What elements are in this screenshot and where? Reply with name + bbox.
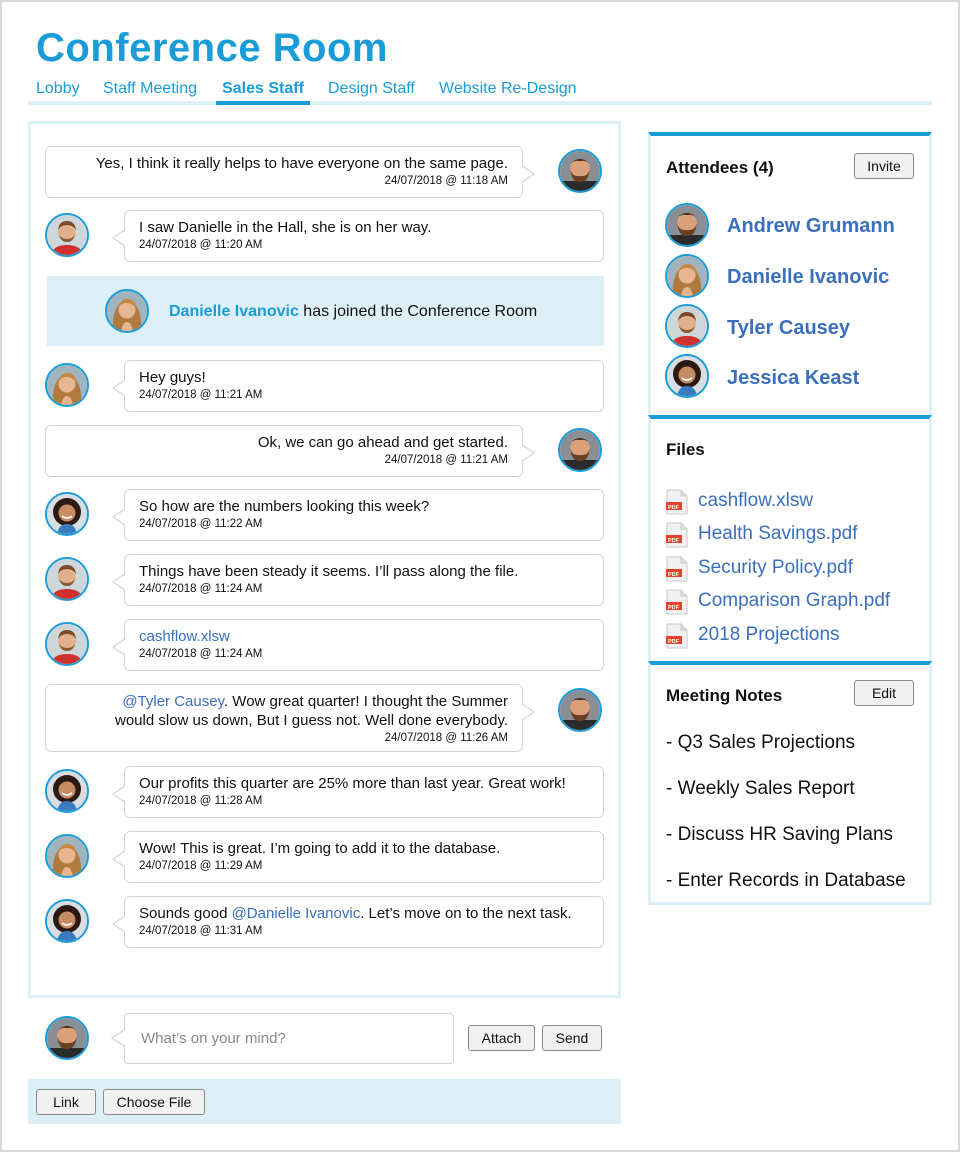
- man-red-shirt-icon: [45, 557, 89, 601]
- file-name[interactable]: cashflow.xlsw: [698, 490, 814, 511]
- attendee-name[interactable]: Andrew Grumann: [727, 215, 895, 237]
- attendee-name[interactable]: Jessica Keast: [727, 367, 860, 389]
- message-text: Hey guys!: [139, 369, 206, 386]
- tab-design-staff[interactable]: Design Staff: [328, 80, 415, 97]
- files-title: Files: [666, 440, 705, 459]
- pdf-icon: [666, 556, 688, 582]
- send-button[interactable]: Send: [542, 1025, 602, 1051]
- note-item: - Q3 Sales Projections: [666, 732, 856, 753]
- chat-message: [45, 684, 523, 752]
- message-text: Things have been steady it seems. I’ll pass along the file.: [139, 563, 519, 580]
- file-name[interactable]: Comparison Graph.pdf: [698, 590, 891, 611]
- attendee-name[interactable]: Danielle Ivanovic: [727, 266, 890, 288]
- files-panel: [648, 415, 932, 665]
- message-timestamp: 24/07/2018 @ 11:21 AM: [139, 389, 263, 401]
- tab-lobby[interactable]: Lobby: [36, 80, 80, 97]
- message-timestamp: 24/07/2018 @ 11:29 AM: [139, 860, 263, 872]
- message-text: So how are the numbers looking this week?: [139, 498, 430, 515]
- message-timestamp: 24/07/2018 @ 11:26 AM: [384, 732, 508, 744]
- chat-message: [124, 831, 604, 883]
- man-red-shirt-icon: [45, 213, 89, 257]
- tab-website-redesign[interactable]: Website Re-Design: [439, 80, 577, 97]
- message-text: Sounds good: [139, 905, 232, 922]
- message-timestamp: 24/07/2018 @ 11:18 AM: [384, 175, 508, 187]
- woman-curly-icon: [665, 354, 709, 398]
- attendees-title: Attendees (4): [666, 158, 774, 177]
- man-beard-icon: [558, 688, 602, 732]
- attendees-panel: [648, 132, 932, 418]
- message-timestamp: 24/07/2018 @ 11:31 AM: [139, 925, 263, 937]
- attendee-name[interactable]: Tyler Causey: [727, 317, 851, 339]
- file-name[interactable]: 2018 Projections: [698, 624, 840, 645]
- file-link[interactable]: cashflow.xlsw: [139, 628, 230, 645]
- pdf-icon-label: PDF: [668, 538, 679, 544]
- chat-message: [45, 146, 523, 198]
- mention-link[interactable]: @Danielle Ivanovic: [231, 905, 361, 922]
- message-timestamp: 24/07/2018 @ 11:21 AM: [384, 454, 508, 466]
- tab-sales-staff[interactable]: Sales Staff: [216, 78, 310, 105]
- message-timestamp: 24/07/2018 @ 11:28 AM: [139, 795, 263, 807]
- woman-blonde-icon: [45, 834, 89, 878]
- pdf-icon-label: PDF: [668, 605, 679, 611]
- attachment-bar: [28, 1079, 621, 1124]
- mention-link[interactable]: @Tyler Causey: [122, 693, 224, 710]
- joined-user-name[interactable]: Danielle Ivanovic: [169, 303, 299, 320]
- man-beard-icon: [665, 203, 709, 247]
- message-text: Yes, I think it really helps to have everyone on the same page.: [95, 155, 508, 172]
- chat-message: [124, 489, 604, 541]
- woman-curly-icon: [45, 492, 89, 536]
- pdf-icon-label: PDF: [668, 572, 679, 578]
- message-text: Our profits this quarter are 25% more than last year. Great work!: [139, 775, 566, 792]
- join-notice-suffix: has joined the Conference Room: [298, 303, 538, 320]
- woman-blonde-icon: [105, 289, 149, 333]
- file-name[interactable]: Health Savings.pdf: [698, 523, 858, 544]
- notes-title: Meeting Notes: [666, 686, 783, 705]
- message-timestamp: 24/07/2018 @ 11:20 AM: [139, 239, 263, 251]
- pdf-icon: [666, 522, 688, 548]
- message-text: Wow! This is great. I’m going to add it to the database.: [139, 840, 501, 857]
- composer-tail: [113, 1030, 125, 1046]
- note-item: - Discuss HR Saving Plans: [666, 824, 894, 845]
- choose-file-button[interactable]: Choose File: [103, 1089, 205, 1115]
- attach-button[interactable]: Attach: [468, 1025, 535, 1051]
- chat-message: [124, 619, 604, 671]
- tab-bar: [28, 78, 932, 105]
- page-title: Conference Room: [36, 26, 388, 70]
- file-name[interactable]: Security Policy.pdf: [698, 557, 853, 578]
- join-notice-text: [169, 303, 537, 321]
- message-text: I saw Danielle in the Hall, she is on her way.: [139, 219, 432, 236]
- message-timestamp: 24/07/2018 @ 11:22 AM: [139, 518, 263, 530]
- chat-message: [124, 210, 604, 262]
- man-beard-icon: [558, 149, 602, 193]
- note-item: - Enter Records in Database: [666, 870, 906, 891]
- meeting-notes-panel: [648, 661, 932, 905]
- pdf-icon: [666, 623, 688, 649]
- pdf-icon: [666, 589, 688, 615]
- man-beard-icon: [558, 428, 602, 472]
- message-text: Ok, we can go ahead and get started.: [257, 434, 508, 451]
- join-notice: [47, 276, 604, 346]
- link-button[interactable]: Link: [36, 1089, 96, 1115]
- message-text: . Let’s move on to the next task.: [360, 905, 572, 922]
- woman-curly-icon: [45, 769, 89, 813]
- edit-notes-button[interactable]: Edit: [854, 680, 914, 706]
- man-red-shirt-icon: [45, 622, 89, 666]
- pdf-icon: [666, 489, 688, 515]
- note-item: - Weekly Sales Report: [666, 778, 855, 799]
- man-beard-icon: [45, 1016, 89, 1060]
- man-red-shirt-icon: [665, 304, 709, 348]
- chat-panel[interactable]: [28, 121, 621, 998]
- message-timestamp: 24/07/2018 @ 11:24 AM: [139, 648, 263, 660]
- message-text: would slow us down, But I guess not. Well done everybody.: [115, 712, 508, 729]
- pdf-icon-label: PDF: [668, 505, 679, 511]
- woman-curly-icon: [45, 899, 89, 943]
- chat-message: [124, 554, 604, 606]
- chat-message: [124, 360, 604, 412]
- chat-message: [124, 766, 604, 818]
- message-timestamp: 24/07/2018 @ 11:24 AM: [139, 583, 263, 595]
- woman-blonde-icon: [665, 254, 709, 298]
- tab-staff-meeting[interactable]: Staff Meeting: [103, 80, 197, 97]
- invite-button[interactable]: Invite: [854, 153, 914, 179]
- pdf-icon-label: PDF: [668, 639, 679, 645]
- message-text: . Wow great quarter! I thought the Summer: [223, 693, 508, 710]
- chat-message: [124, 896, 604, 948]
- woman-blonde-icon: [45, 363, 89, 407]
- message-input[interactable]: [124, 1013, 454, 1064]
- chat-message: [45, 425, 523, 477]
